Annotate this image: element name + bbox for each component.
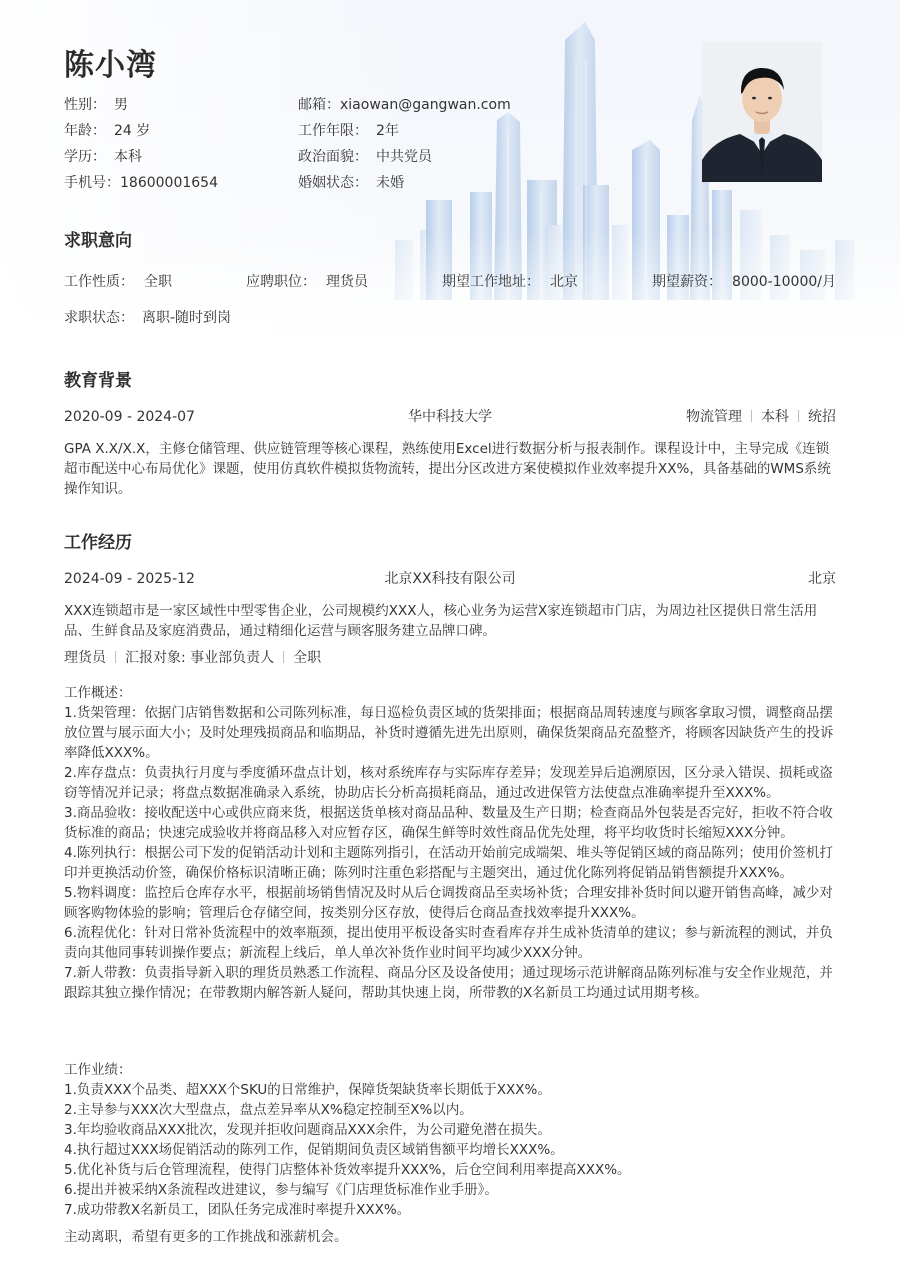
overview-item: 2.库存盘点：负责执行月度与季度循环盘点计划，核对系统库存与实际库存差异；发现差异后追溯原因，区分录入错误、损耗或盗窃等情况并记录；将盘点数据准确录入系统，协助店长分析高损耗商品，通过改进保管方法使盘点准确率提升至XXX%。 <box>64 765 833 801</box>
achievement-item: 5.优化补货与后仓管理流程，使得门店整体补货效率提升XXX%，后仓空间利用率提高XXX%。 <box>64 1162 631 1178</box>
work-company: 北京XX科技有限公司 <box>384 571 516 587</box>
email-value: xiaowan@gangwan.com <box>340 97 511 113</box>
gender-row <box>64 95 128 115</box>
work-city: 北京 <box>808 571 836 587</box>
achievement-item: 2.主导参与XXX次大型盘点，盘点差异率从X%稳定控制至X%以内。 <box>64 1102 473 1118</box>
overview-title: 工作概述： <box>64 685 132 701</box>
divider <box>283 651 284 663</box>
age-value: 24 岁 <box>114 123 151 139</box>
job-salary-value: 8000-10000/月 <box>732 274 836 290</box>
political-value: 中共党员 <box>376 149 432 165</box>
education-period: 2020-09 - 2024-07 <box>64 409 195 425</box>
political-label: 政治面貌： <box>298 149 368 165</box>
work-years-label: 工作年限： <box>298 123 368 139</box>
divider <box>751 410 752 422</box>
overview-item: 5.物料调度：监控后仓库存水平，根据前场销售情况及时从后仓调拨商品至卖场补货；合理安排补货时间以避开销售高峰，减少对顾客购物体验的影响；管理后仓存储空间，按类别分区存放，使得后仓商品查找效率提升XXX%。 <box>64 885 833 921</box>
political-row <box>298 147 432 167</box>
job-salary-label: 期望薪资： <box>652 274 723 290</box>
gender-label: 性别： <box>64 97 106 113</box>
education-level-label: 学历： <box>64 149 106 165</box>
age-label: 年龄： <box>64 123 106 139</box>
marital-row <box>298 173 404 193</box>
job-location-label: 期望工作地址： <box>442 274 541 290</box>
job-type-label: 工作性质： <box>64 274 134 290</box>
candidate-name: 陈小湾 <box>64 48 157 83</box>
marital-value: 未婚 <box>376 175 404 191</box>
achievement-item: 1.负责XXX个品类、超XXX个SKU的日常维护，保障货架缺货率长期低于XXX%。 <box>64 1082 551 1098</box>
education-degree: 本科 <box>761 409 789 425</box>
company-description: XXX连锁超市是一家区域性中型零售企业，公司规模约XXX人，核心业务为运营X家连锁超市门店，为周边社区提供日常生活用品、生鲜食品及家庭消费品，通过精细化运营与顾客服务建立品牌口碑。 <box>64 603 818 639</box>
job-location-value: 北京 <box>550 274 579 290</box>
education-major: 物流管理 <box>686 409 742 425</box>
education-level-value: 本科 <box>114 149 142 165</box>
email-row <box>298 95 511 115</box>
work-achievements <box>64 1060 839 1220</box>
overview-item: 1.货架管理：依据门店销售数据和公司陈列标准，每日巡检负责区域的货架排面；根据商品周转速度与顾客拿取习惯，调整商品摆放位置与展示面大小；及时处理残损商品和临期品，补货时遵循先进先出原则，确保货架商品充盈整齐，将顾客因缺货产生的投诉率降低XXX%。 <box>64 705 834 761</box>
achievement-item: 6.提出并被采纳X条流程改进建议，参与编写《门店理货标准作业手册》。 <box>64 1182 498 1198</box>
work-years-value: 2年 <box>376 123 399 139</box>
education-title: 教育背景 <box>64 371 132 391</box>
work-overview <box>64 683 839 1003</box>
job-location <box>442 272 578 292</box>
work-employment: 全职 <box>293 650 322 666</box>
education-level-row <box>64 147 142 167</box>
job-intent-title: 求职意向 <box>64 231 132 251</box>
overview-item: 6.流程优化：针对日常补货流程中的效率瓶颈，提出使用平板设备实时查看库存并生成补货清单的建议；参与新流程的测试，并负责向其他同事转训操作要点；新流程上线后，单人单次补货作业时间平均减少XXX分钟。 <box>64 925 833 961</box>
phone-value: 18600001654 <box>120 175 218 191</box>
leave-reason: 主动离职，希望有更多的工作挑战和涨薪机会。 <box>64 1229 348 1245</box>
work-title: 工作经历 <box>64 533 132 553</box>
achievement-item: 7.成功带教X名新员工，团队任务完成准时率提升XXX%。 <box>64 1202 411 1218</box>
education-header-row <box>64 407 836 427</box>
work-tags <box>64 648 321 668</box>
email-label: 邮箱： <box>298 97 340 113</box>
age-row <box>64 121 150 141</box>
divider <box>798 410 799 422</box>
achievements-title: 工作业绩： <box>64 1062 132 1078</box>
marital-label: 婚姻状态： <box>298 175 368 191</box>
education-mode: 统招 <box>808 409 836 425</box>
divider <box>115 651 116 663</box>
overview-item: 3.商品验收：接收配送中心或供应商来货，根据送货单核对商品品种、数量及生产日期；检查商品外包装是否完好，拒收不符合收货标准的商品；快速完成验收并将商品移入对应暂存区，确保生鲜等时效性商品优先处理，将平均收货时长缩短XXX分钟。 <box>64 805 833 841</box>
work-years-row <box>298 121 399 141</box>
job-salary <box>652 272 836 292</box>
job-intent-row <box>64 272 836 292</box>
education-school: 华中科技大学 <box>408 409 492 425</box>
job-position-label: 应聘职位： <box>246 274 317 290</box>
work-header-row <box>64 569 836 589</box>
work-report-to: 汇报对象: 事业部负责人 <box>125 650 275 666</box>
achievement-item: 4.执行超过XXX场促销活动的陈列工作，促销期间负责区域销售额平均增长XXX%。 <box>64 1142 564 1158</box>
job-status-value: 离职-随时到岗 <box>142 310 232 326</box>
overview-item: 7.新人带教：负责指导新入职的理货员熟悉工作流程、商品分区及设备使用；通过现场示范讲解商品陈列标准与安全作业规范，并跟踪其独立操作情况；在带教期内解答新人疑问，帮助其快速上岗，所带教的X名新员工均通过试用期考核。 <box>64 965 833 1001</box>
job-status-label: 求职状态： <box>64 310 134 326</box>
gender-value: 男 <box>114 97 128 113</box>
education-tags <box>586 407 836 427</box>
overview-item: 4.陈列执行：根据公司下发的促销活动计划和主题陈列指引，在活动开始前完成端架、堆头等促销区域的商品陈列；使用价签机打印并更换活动价签，确保价格标识清晰正确；陈列时注重色彩搭配与主题突出，通过优化陈列将促销品销售额提升XXX%。 <box>64 845 833 881</box>
work-period: 2024-09 - 2025-12 <box>64 571 195 587</box>
profile-photo <box>702 42 822 182</box>
job-position-value: 理货员 <box>326 274 369 290</box>
job-position <box>246 272 368 292</box>
work-role: 理货员 <box>64 650 106 666</box>
phone-label: 手机号： <box>64 175 120 191</box>
achievement-item: 3.年均验收商品XXX批次，发现并拒收问题商品XXX余件，为公司避免潜在损失。 <box>64 1122 551 1138</box>
job-status-row <box>64 308 231 328</box>
job-type-value: 全职 <box>144 274 172 290</box>
job-type <box>64 272 172 292</box>
phone-row <box>64 173 218 193</box>
education-description: GPA X.X/X.X，主修仓储管理、供应链管理等核心课程，熟练使用Excel进行数据分析与报表制作。课程设计中，主导完成《连锁超市配送中心布局优化》课题，使用仿真软件模拟货物流转，提出分区改进方案使模拟作业效率提升XX%，具备基础的WMS系统操作知识。 <box>64 441 831 497</box>
